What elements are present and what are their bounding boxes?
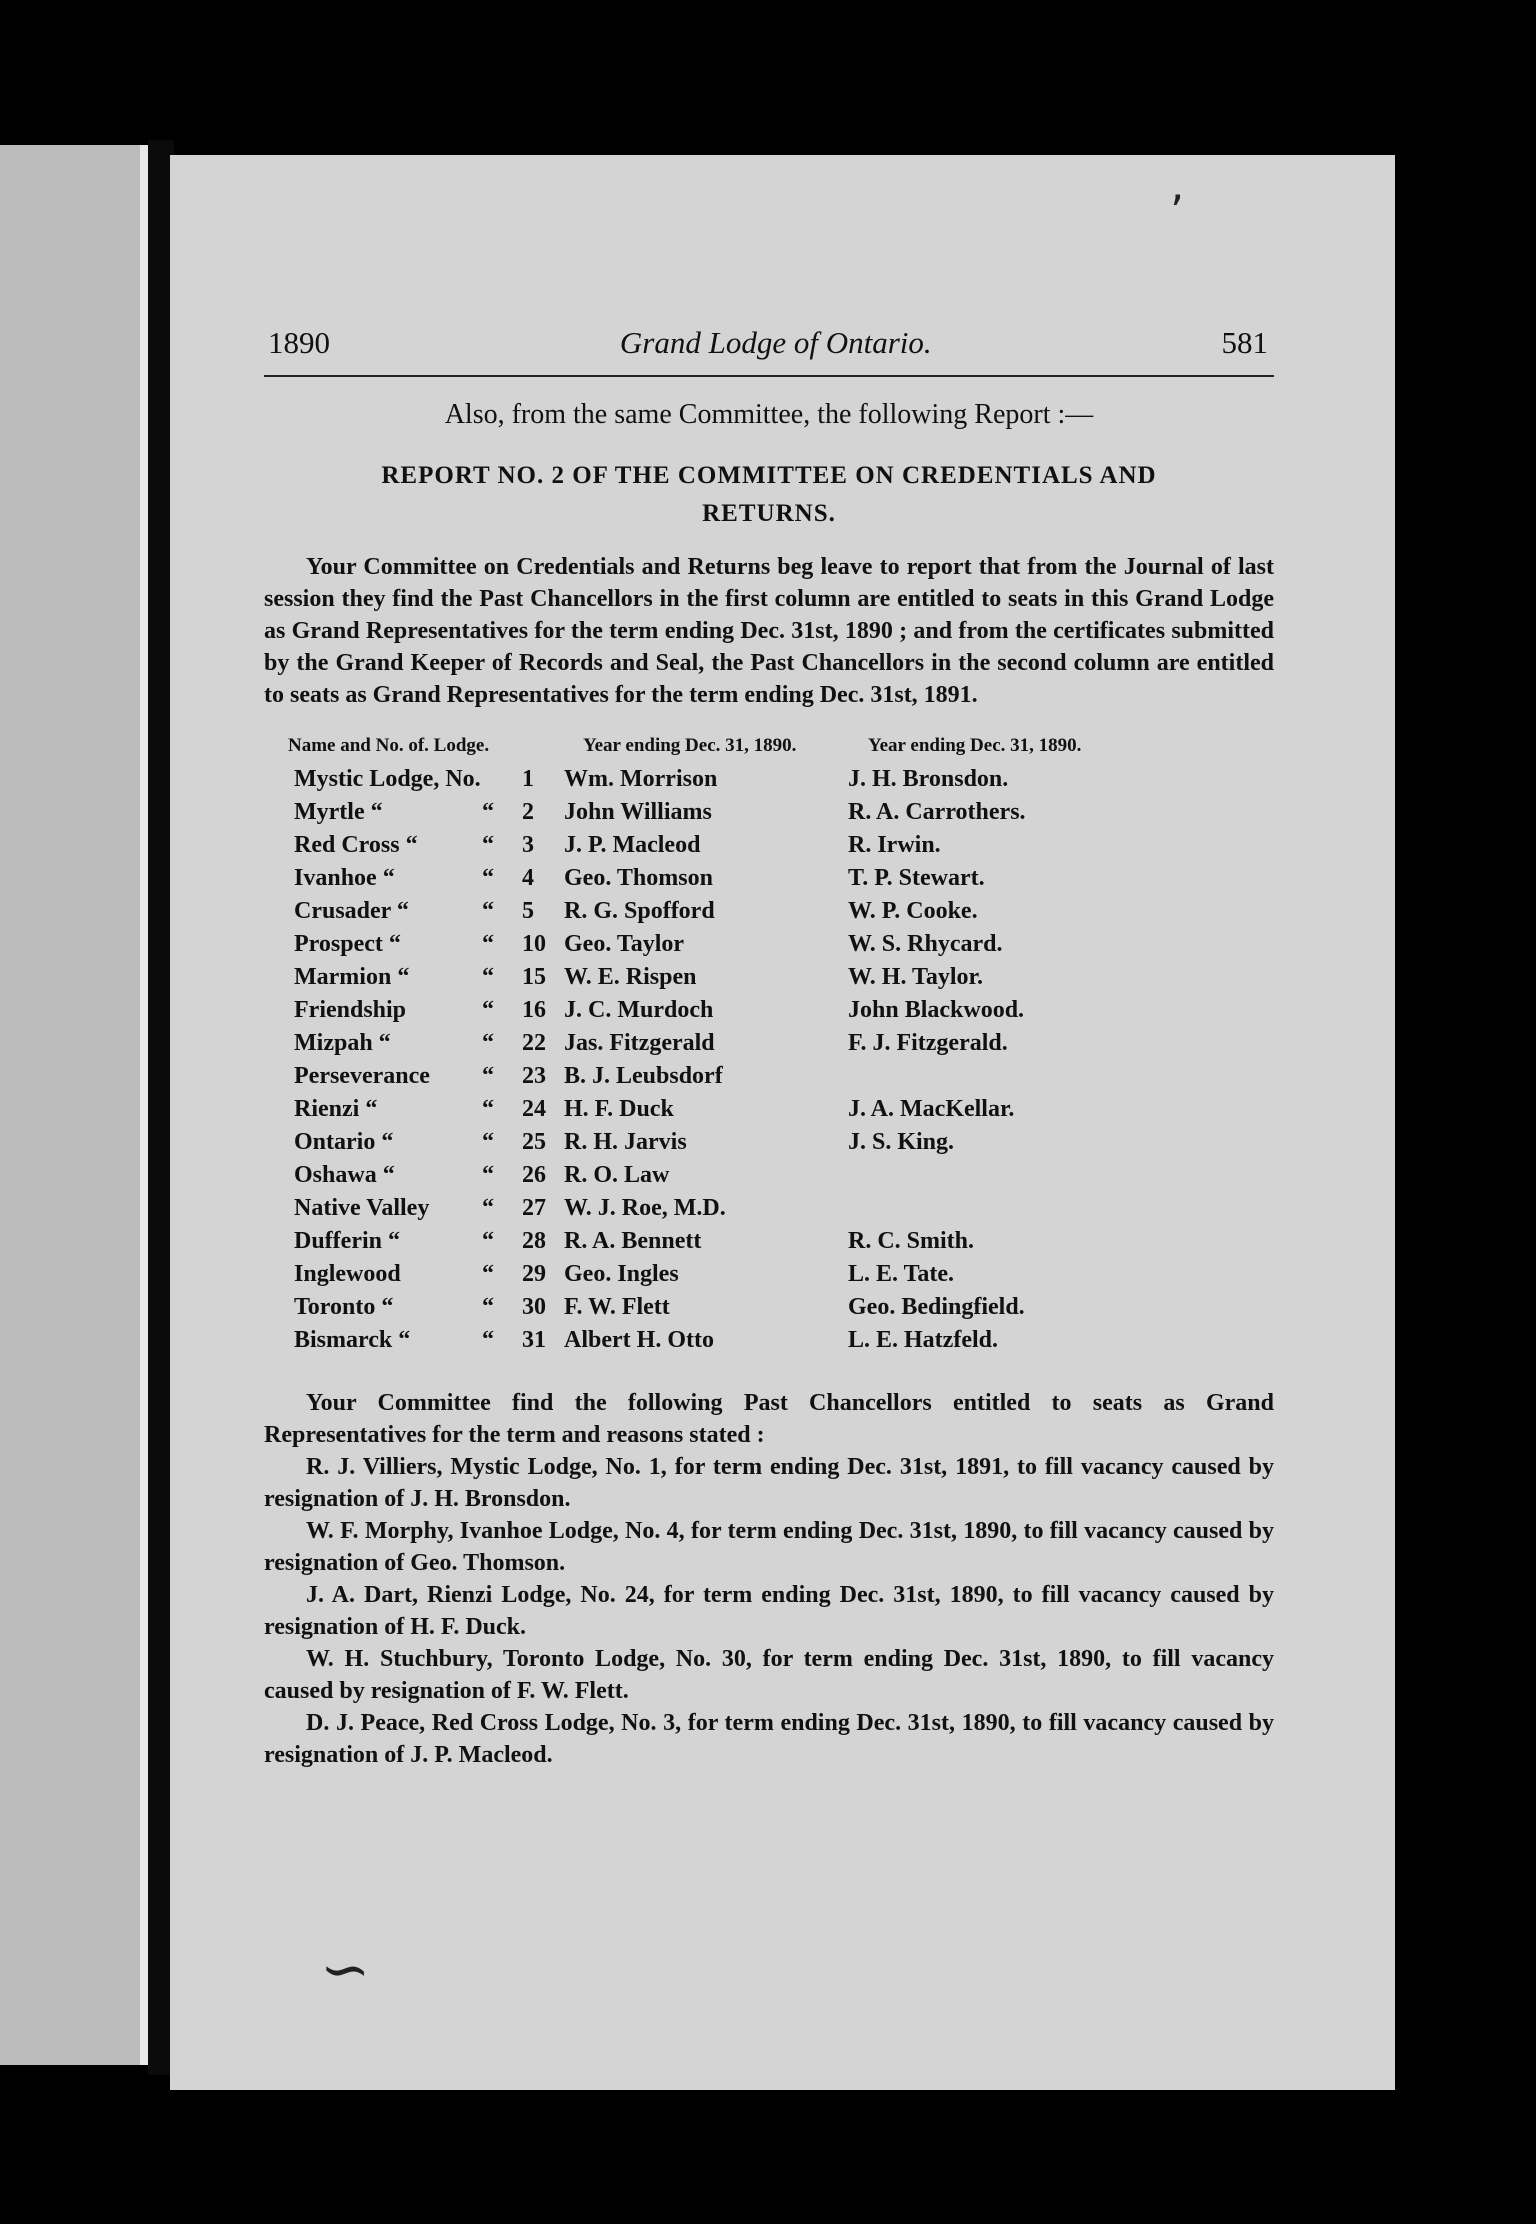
closing-item: W. F. Morphy, Ivanhoe Lodge, No. 4, for term ending Dec. 31st, 1890, to fill vacancy caused by resignation of Geo. Thomson.: [264, 1518, 1274, 1576]
page-number: 581: [1221, 325, 1268, 360]
lodge-name: Rienzi “: [294, 1096, 378, 1122]
lodge-name: Mizpah “: [294, 1030, 391, 1056]
running-head: [264, 325, 1274, 377]
first-column-name: R. G. Spofford: [564, 898, 715, 924]
table-row: [294, 897, 1068, 930]
first-column-name: Albert H. Otto: [564, 1327, 714, 1353]
column-heading-first: Year ending Dec. 31, 1890.: [583, 735, 797, 756]
first-column-name: W. J. Roe, M.D.: [564, 1195, 726, 1221]
second-column-name: J. A. MacKellar.: [848, 1096, 1015, 1122]
closing-section: [264, 1387, 1274, 1771]
table-row: [294, 1227, 1068, 1260]
header-year: 1890: [268, 325, 330, 360]
second-column-name: J. H. Bronsdon.: [848, 766, 1009, 792]
ditto-mark: [482, 831, 522, 864]
second-column-name: W. S. Rhycard.: [848, 931, 1003, 957]
second-column-name: John Blackwood.: [848, 997, 1025, 1023]
lodge-name: Ontario “: [294, 1129, 394, 1155]
first-column-name: B. J. Leubsdorf: [564, 1063, 723, 1089]
column-heading-lodge: Name and No. of. Lodge.: [288, 735, 490, 756]
table-row: [294, 1095, 1068, 1128]
lodge-name: Myrtle “: [294, 799, 383, 825]
intro-line: Also, from the same Committee, the following Report :—: [444, 399, 1094, 430]
report-heading: [264, 457, 1274, 533]
lodge-number: 16: [522, 997, 546, 1023]
table-row: [294, 1161, 1068, 1194]
ditto-mark-text: “: [482, 931, 494, 957]
ditto-mark: [482, 1161, 522, 1194]
column-heading-second: Year ending Dec. 31, 1890.: [868, 735, 1082, 756]
first-column-name: Geo. Taylor: [564, 931, 685, 957]
ditto-mark-text: “: [482, 964, 494, 990]
lodge-name: Native Valley: [294, 1195, 430, 1221]
lodge-number: 29: [522, 1261, 546, 1287]
lodge-number: 4: [522, 865, 534, 891]
lodge-name: Crusader “: [294, 898, 409, 924]
lodge-name: Friendship: [294, 997, 407, 1023]
closing-items: [264, 1451, 1274, 1771]
lodge-number: 30: [522, 1294, 546, 1320]
lodge-name: Bismarck “: [294, 1327, 411, 1353]
lodge-number: 23: [522, 1063, 546, 1089]
column-headings: [288, 735, 1274, 757]
first-column-name: Jas. Fitzgerald: [564, 1030, 715, 1056]
table-row: [294, 864, 1068, 897]
second-column-name: [848, 1194, 1068, 1227]
table-row: [294, 1062, 1068, 1095]
closing-item: J. A. Dart, Rienzi Lodge, No. 24, for term ending Dec. 31st, 1890, to fill vacancy caused by resignation of H. F. Duck.: [264, 1582, 1274, 1640]
second-column-name: L. E. Tate.: [848, 1261, 955, 1287]
opening-paragraph: Your Committee on Credentials and Returns beg leave to report that from the Journal of last session they find the Past Chancellors in the first column are entitled to seats in this Grand Lodge as Grand Representatives for the term ending Dec. 31st, 1890 ; and from the certificates submitted by the Grand Keeper of Records and Seal, the Past Chancellors in the second column are entitled to seats as Grand Representatives for the term ending Dec. 31st, 1891.: [264, 554, 1274, 708]
ditto-mark: [482, 996, 522, 1029]
ditto-mark-text: “: [482, 799, 494, 825]
second-column-name: T. P. Stewart.: [848, 865, 985, 891]
ditto-mark: [482, 897, 522, 930]
lodge-number: 28: [522, 1228, 546, 1254]
lodge-number: 26: [522, 1162, 546, 1188]
lodge-name: Marmion “: [294, 964, 410, 990]
second-column-name: W. P. Cooke.: [848, 898, 978, 924]
ditto-mark: [482, 1128, 522, 1161]
lodge-name: Toronto “: [294, 1294, 394, 1320]
ditto-mark: [482, 1326, 522, 1359]
second-column-name: R. A. Carrothers.: [848, 799, 1026, 825]
lodge-name: Mystic Lodge, No.: [294, 766, 481, 792]
closing-item: W. H. Stuchbury, Toronto Lodge, No. 30, for term ending Dec. 31st, 1890, to fill vacancy caused by resignation of F. W. Flett.: [264, 1646, 1274, 1704]
first-column-name: John Williams: [564, 799, 712, 825]
ditto-mark: [482, 1062, 522, 1095]
second-column-name: Geo. Bedingfield.: [848, 1294, 1025, 1320]
ditto-mark-text: “: [482, 1294, 494, 1320]
lodge-table: [294, 765, 1068, 1359]
ditto-mark: [482, 1029, 522, 1062]
table-row: [294, 1128, 1068, 1161]
table-row: [294, 765, 1068, 798]
header-title: Grand Lodge of Ontario.: [619, 325, 932, 360]
table-row: [294, 963, 1068, 996]
ditto-mark-text: “: [482, 898, 494, 924]
report-heading-line-2: RETURNS.: [702, 500, 836, 527]
ditto-mark: [482, 1227, 522, 1260]
closing-item: D. J. Peace, Red Cross Lodge, No. 3, for term ending Dec. 31st, 1890, to fill vacancy caused by resignation of J. P. Macleod.: [264, 1710, 1274, 1768]
second-column-name: [848, 1062, 1068, 1095]
ditto-mark: [482, 864, 522, 897]
closing-item: R. J. Villiers, Mystic Lodge, No. 1, for term ending Dec. 31st, 1891, to fill vacancy caused by resignation of J. H. Bronsdon.: [264, 1454, 1274, 1512]
lodge-name: Dufferin “: [294, 1228, 400, 1254]
ditto-mark-text: “: [482, 1129, 494, 1155]
ditto-mark-text: “: [482, 1063, 494, 1089]
table-row: [294, 798, 1068, 831]
first-column-name: W. E. Rispen: [564, 964, 697, 990]
first-column-name: F. W. Flett: [564, 1294, 670, 1320]
ditto-mark: [482, 798, 522, 831]
lodge-number: 10: [522, 931, 546, 957]
second-column-name: L. E. Hatzfeld.: [848, 1327, 998, 1353]
ditto-mark-text: “: [482, 865, 494, 891]
ditto-mark-text: “: [482, 1030, 494, 1056]
second-column-name: R. C. Smith.: [848, 1228, 975, 1254]
ditto-mark-text: “: [482, 1162, 494, 1188]
lodge-number: 22: [522, 1030, 546, 1056]
table-row: [294, 1326, 1068, 1359]
lodge-number: 25: [522, 1129, 546, 1155]
first-column-name: Geo. Thomson: [564, 865, 713, 891]
table-row: [294, 831, 1068, 864]
ditto-mark: [482, 963, 522, 996]
first-column-name: J. C. Murdoch: [564, 997, 714, 1023]
ditto-mark-text: “: [482, 1096, 494, 1122]
lodge-name: Oshawa “: [294, 1162, 395, 1188]
lodge-number: 3: [522, 832, 534, 858]
lodge-name: Red Cross “: [294, 832, 418, 858]
lodge-name: Prospect “: [294, 931, 401, 957]
first-column-name: Geo. Ingles: [564, 1261, 679, 1287]
lodge-number: 27: [522, 1195, 546, 1221]
handwritten-mark-top: ‚: [1170, 160, 1184, 211]
lodge-name: Ivanhoe “: [294, 865, 395, 891]
table-row: [294, 996, 1068, 1029]
ditto-mark: [482, 1095, 522, 1128]
second-column-name: W. H. Taylor.: [848, 964, 983, 990]
page-content: [264, 325, 1274, 1771]
document-page: [170, 155, 1395, 2090]
lodge-number: 24: [522, 1096, 546, 1122]
ditto-mark: [482, 930, 522, 963]
ditto-mark-text: “: [482, 1195, 494, 1221]
first-column-name: J. P. Macleod: [564, 832, 701, 858]
report-heading-line-1: REPORT NO. 2 OF THE COMMITTEE ON CREDENTIALS AND: [381, 462, 1157, 489]
second-column-name: [848, 1161, 1068, 1194]
lodge-number: 5: [522, 898, 534, 924]
second-column-name: J. S. King.: [848, 1129, 955, 1155]
table-row: [294, 1293, 1068, 1326]
table-row: [294, 1029, 1068, 1062]
ditto-mark: [482, 1293, 522, 1326]
second-column-name: F. J. Fitzgerald.: [848, 1030, 1008, 1056]
table-row: [294, 1260, 1068, 1293]
table-row: [294, 1194, 1068, 1227]
ditto-mark-text: “: [482, 1327, 494, 1353]
lodge-name: Inglewood: [294, 1261, 401, 1287]
second-column-name: R. Irwin.: [848, 832, 941, 858]
closing-intro: Your Committee find the following Past Chancellors entitled to seats as Grand Representatives for the term and reasons stated :: [264, 1390, 1274, 1448]
ditto-mark-text: “: [482, 997, 494, 1023]
ditto-mark-text: “: [482, 1228, 494, 1254]
first-column-name: Wm. Morrison: [564, 766, 718, 792]
ditto-mark-text: “: [482, 832, 494, 858]
lodge-name: Perseverance: [294, 1063, 430, 1089]
first-column-name: H. F. Duck: [564, 1096, 674, 1122]
ditto-mark-text: “: [482, 1261, 494, 1287]
lodge-number: 15: [522, 964, 546, 990]
ditto-mark: [482, 1194, 522, 1227]
first-column-name: R. A. Bennett: [564, 1228, 702, 1254]
adjacent-page: [0, 145, 140, 2065]
first-column-name: R. H. Jarvis: [564, 1129, 687, 1155]
handwritten-mark-bottom: ∽: [320, 1935, 371, 2005]
ditto-mark: [482, 1260, 522, 1293]
first-column-name: R. O. Law: [564, 1162, 670, 1188]
lodge-number: 31: [522, 1327, 546, 1353]
lodge-number: 1: [522, 766, 534, 792]
ditto-mark: [482, 765, 522, 798]
lodge-number: 2: [522, 799, 534, 825]
table-row: [294, 930, 1068, 963]
